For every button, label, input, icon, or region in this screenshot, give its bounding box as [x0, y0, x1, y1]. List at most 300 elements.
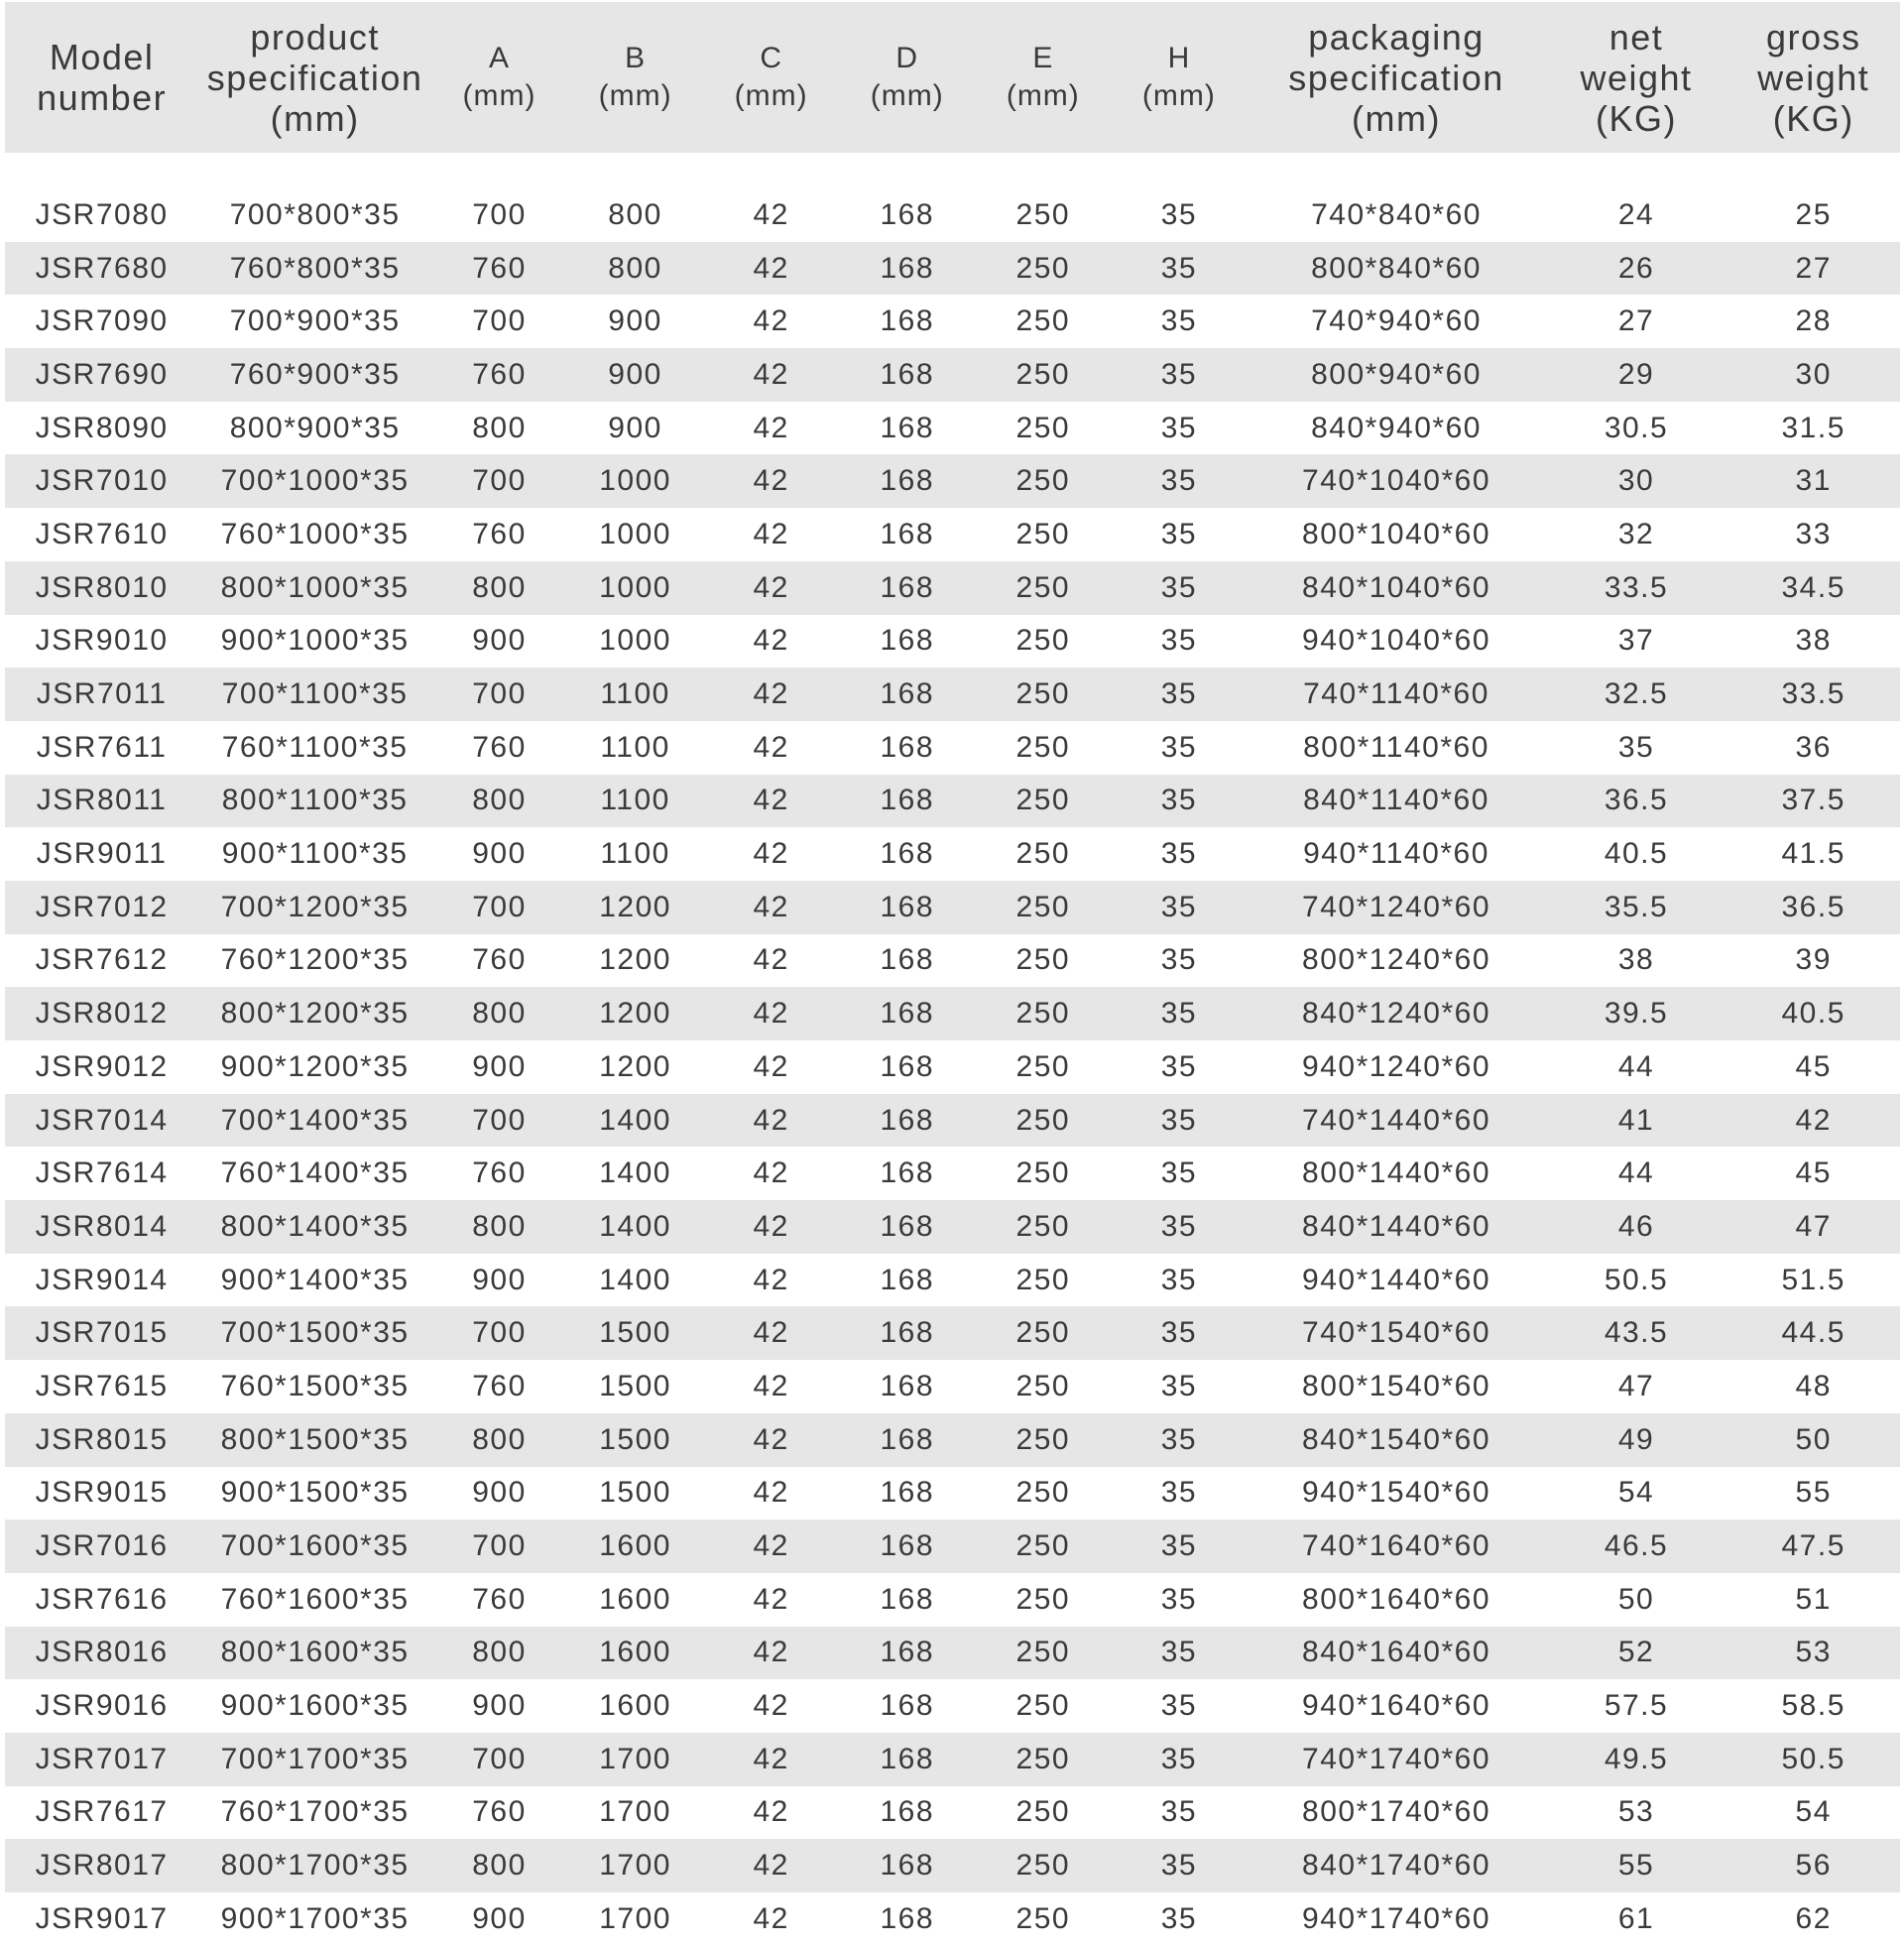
cell-e: 250 [975, 1679, 1111, 1733]
cell-b: 1100 [567, 827, 703, 881]
cell-product-specification: 700*900*35 [198, 295, 431, 348]
cell-product-specification: 700*1000*35 [198, 454, 431, 508]
cell-e: 250 [975, 454, 1111, 508]
cell-h: 35 [1111, 775, 1247, 828]
cell-c: 42 [703, 242, 839, 296]
cell-h: 35 [1111, 1147, 1247, 1200]
table-row [5, 348, 1900, 402]
cell-packaging-specification: 800*1740*60 [1247, 1786, 1545, 1840]
cell-gross-weight: 31 [1726, 454, 1900, 508]
cell-e: 250 [975, 1520, 1111, 1573]
table-row [5, 1094, 1900, 1148]
cell-h: 35 [1111, 508, 1247, 561]
cell-packaging-specification: 800*1040*60 [1247, 508, 1545, 561]
cell-a: 800 [431, 1627, 567, 1680]
cell-gross-weight: 41.5 [1726, 827, 1900, 881]
cell-gross-weight: 33 [1726, 508, 1900, 561]
cell-c: 42 [703, 827, 839, 881]
cell-a: 800 [431, 1413, 567, 1467]
cell-d: 168 [839, 402, 975, 455]
cell-c: 42 [703, 1200, 839, 1254]
cell-d: 168 [839, 1200, 975, 1254]
cell-d: 168 [839, 1413, 975, 1467]
cell-e: 250 [975, 508, 1111, 561]
cell-model-number: JSR9010 [5, 615, 198, 669]
cell-net-weight: 36.5 [1546, 775, 1727, 828]
cell-e: 250 [975, 1892, 1111, 1946]
cell-h: 35 [1111, 454, 1247, 508]
spacer-cell [5, 153, 1900, 188]
cell-gross-weight: 50 [1726, 1413, 1900, 1467]
cell-h: 35 [1111, 188, 1247, 242]
cell-c: 42 [703, 454, 839, 508]
cell-e: 250 [975, 1839, 1111, 1892]
header-line: H [1167, 42, 1191, 74]
cell-d: 168 [839, 188, 975, 242]
cell-packaging-specification: 740*1540*60 [1247, 1306, 1545, 1360]
cell-product-specification: 900*1100*35 [198, 827, 431, 881]
cell-net-weight: 54 [1546, 1467, 1727, 1520]
cell-a: 700 [431, 188, 567, 242]
cell-c: 42 [703, 987, 839, 1040]
table-row [5, 402, 1900, 455]
cell-e: 250 [975, 615, 1111, 669]
cell-packaging-specification: 940*1240*60 [1247, 1040, 1545, 1094]
cell-d: 168 [839, 775, 975, 828]
cell-h: 35 [1111, 1040, 1247, 1094]
cell-product-specification: 760*1600*35 [198, 1573, 431, 1627]
cell-packaging-specification: 940*1140*60 [1247, 827, 1545, 881]
cell-h: 35 [1111, 881, 1247, 934]
cell-packaging-specification: 740*1640*60 [1247, 1520, 1545, 1573]
cell-d: 168 [839, 615, 975, 669]
header-net-weight [1546, 2, 1727, 153]
cell-b: 1500 [567, 1360, 703, 1413]
cell-packaging-specification: 800*1440*60 [1247, 1147, 1545, 1200]
cell-c: 42 [703, 1467, 839, 1520]
cell-c: 42 [703, 615, 839, 669]
table-row [5, 1413, 1900, 1467]
cell-c: 42 [703, 1786, 839, 1840]
cell-c: 42 [703, 934, 839, 988]
cell-gross-weight: 42 [1726, 1094, 1900, 1148]
cell-gross-weight: 36 [1726, 721, 1900, 775]
cell-a: 800 [431, 1200, 567, 1254]
header-line: (mm) [870, 79, 944, 112]
cell-packaging-specification: 940*1440*60 [1247, 1254, 1545, 1307]
cell-model-number: JSR7615 [5, 1360, 198, 1413]
table-row [5, 561, 1900, 615]
cell-product-specification: 800*1100*35 [198, 775, 431, 828]
cell-packaging-specification: 940*1040*60 [1247, 615, 1545, 669]
cell-e: 250 [975, 1413, 1111, 1467]
cell-net-weight: 29 [1546, 348, 1727, 402]
cell-gross-weight: 33.5 [1726, 668, 1900, 721]
cell-gross-weight: 27 [1726, 242, 1900, 296]
cell-packaging-specification: 740*1440*60 [1247, 1094, 1545, 1148]
cell-h: 35 [1111, 295, 1247, 348]
cell-packaging-specification: 800*1140*60 [1247, 721, 1545, 775]
cell-gross-weight: 38 [1726, 615, 1900, 669]
cell-h: 35 [1111, 1094, 1247, 1148]
cell-packaging-specification: 840*940*60 [1247, 402, 1545, 455]
cell-model-number: JSR7015 [5, 1306, 198, 1360]
cell-gross-weight: 47 [1726, 1200, 1900, 1254]
header-line: packaging [1308, 16, 1485, 58]
cell-c: 42 [703, 402, 839, 455]
cell-gross-weight: 48 [1726, 1360, 1900, 1413]
header-a [431, 2, 567, 153]
cell-b: 1200 [567, 934, 703, 988]
cell-packaging-specification: 800*840*60 [1247, 242, 1545, 296]
cell-net-weight: 40.5 [1546, 827, 1727, 881]
cell-packaging-specification: 840*1640*60 [1247, 1627, 1545, 1680]
cell-e: 250 [975, 668, 1111, 721]
cell-h: 35 [1111, 1520, 1247, 1573]
cell-h: 35 [1111, 1839, 1247, 1892]
cell-model-number: JSR7016 [5, 1520, 198, 1573]
cell-model-number: JSR8010 [5, 561, 198, 615]
cell-b: 1200 [567, 881, 703, 934]
cell-b: 900 [567, 348, 703, 402]
cell-d: 168 [839, 1733, 975, 1786]
cell-h: 35 [1111, 1413, 1247, 1467]
cell-b: 1000 [567, 561, 703, 615]
header-line: D [895, 42, 919, 74]
cell-a: 760 [431, 1786, 567, 1840]
header-line: (KG) [1596, 97, 1678, 139]
cell-product-specification: 700*1200*35 [198, 881, 431, 934]
cell-e: 250 [975, 1147, 1111, 1200]
cell-product-specification: 760*1000*35 [198, 508, 431, 561]
cell-model-number: JSR8015 [5, 1413, 198, 1467]
cell-gross-weight: 45 [1726, 1040, 1900, 1094]
cell-packaging-specification: 840*1240*60 [1247, 987, 1545, 1040]
table-row [5, 615, 1900, 669]
table-row [5, 1360, 1900, 1413]
cell-b: 800 [567, 188, 703, 242]
cell-packaging-specification: 800*1240*60 [1247, 934, 1545, 988]
cell-a: 900 [431, 1040, 567, 1094]
cell-gross-weight: 40.5 [1726, 987, 1900, 1040]
cell-c: 42 [703, 508, 839, 561]
cell-b: 1400 [567, 1094, 703, 1148]
cell-b: 1700 [567, 1839, 703, 1892]
cell-packaging-specification: 740*1740*60 [1247, 1733, 1545, 1786]
cell-model-number: JSR7014 [5, 1094, 198, 1148]
table-row [5, 1627, 1900, 1680]
cell-net-weight: 53 [1546, 1786, 1727, 1840]
cell-d: 168 [839, 1839, 975, 1892]
cell-a: 800 [431, 561, 567, 615]
cell-d: 168 [839, 1254, 975, 1307]
cell-model-number: JSR9015 [5, 1467, 198, 1520]
cell-h: 35 [1111, 402, 1247, 455]
cell-a: 760 [431, 1360, 567, 1413]
cell-net-weight: 37 [1546, 615, 1727, 669]
cell-gross-weight: 47.5 [1726, 1520, 1900, 1573]
table-row [5, 1467, 1900, 1520]
cell-e: 250 [975, 1627, 1111, 1680]
cell-d: 168 [839, 934, 975, 988]
cell-d: 168 [839, 242, 975, 296]
cell-c: 42 [703, 1520, 839, 1573]
cell-c: 42 [703, 1839, 839, 1892]
header-line: Model [49, 37, 155, 77]
cell-h: 35 [1111, 1254, 1247, 1307]
cell-model-number: JSR8014 [5, 1200, 198, 1254]
cell-d: 168 [839, 295, 975, 348]
cell-product-specification: 760*1100*35 [198, 721, 431, 775]
table-row [5, 508, 1900, 561]
cell-c: 42 [703, 295, 839, 348]
cell-packaging-specification: 840*1140*60 [1247, 775, 1545, 828]
table-row [5, 775, 1900, 828]
cell-net-weight: 41 [1546, 1094, 1727, 1148]
header-packaging-specification [1247, 2, 1545, 153]
cell-product-specification: 800*1700*35 [198, 1839, 431, 1892]
cell-a: 800 [431, 402, 567, 455]
cell-a: 760 [431, 508, 567, 561]
header-line: number [37, 77, 168, 118]
cell-h: 35 [1111, 561, 1247, 615]
cell-d: 168 [839, 1679, 975, 1733]
cell-product-specification: 760*900*35 [198, 348, 431, 402]
header-row [5, 2, 1900, 153]
cell-model-number: JSR7611 [5, 721, 198, 775]
header-line: (mm) [598, 79, 672, 112]
cell-e: 250 [975, 721, 1111, 775]
cell-model-number: JSR7010 [5, 454, 198, 508]
cell-b: 1500 [567, 1413, 703, 1467]
cell-model-number: JSR7017 [5, 1733, 198, 1786]
cell-product-specification: 900*1400*35 [198, 1254, 431, 1307]
cell-model-number: JSR7612 [5, 934, 198, 988]
cell-b: 1100 [567, 721, 703, 775]
table-row [5, 1200, 1900, 1254]
cell-gross-weight: 36.5 [1726, 881, 1900, 934]
cell-c: 42 [703, 881, 839, 934]
cell-gross-weight: 51.5 [1726, 1254, 1900, 1307]
cell-product-specification: 760*1700*35 [198, 1786, 431, 1840]
cell-packaging-specification: 940*1640*60 [1247, 1679, 1545, 1733]
cell-product-specification: 800*1400*35 [198, 1200, 431, 1254]
cell-e: 250 [975, 242, 1111, 296]
table-row [5, 242, 1900, 296]
table-row [5, 1040, 1900, 1094]
cell-product-specification: 800*1200*35 [198, 987, 431, 1040]
table-row [5, 1520, 1900, 1573]
cell-model-number: JSR9017 [5, 1892, 198, 1946]
cell-a: 700 [431, 295, 567, 348]
cell-net-weight: 27 [1546, 295, 1727, 348]
cell-gross-weight: 25 [1726, 188, 1900, 242]
cell-packaging-specification: 740*1240*60 [1247, 881, 1545, 934]
cell-product-specification: 700*1100*35 [198, 668, 431, 721]
cell-h: 35 [1111, 348, 1247, 402]
cell-model-number: JSR9012 [5, 1040, 198, 1094]
header-product-specification [198, 2, 431, 153]
cell-model-number: JSR8016 [5, 1627, 198, 1680]
cell-packaging-specification: 940*1740*60 [1247, 1892, 1545, 1946]
cell-gross-weight: 58.5 [1726, 1679, 1900, 1733]
cell-e: 250 [975, 1786, 1111, 1840]
header-line: A [489, 42, 511, 74]
cell-model-number: JSR8012 [5, 987, 198, 1040]
cell-product-specification: 760*1500*35 [198, 1360, 431, 1413]
cell-model-number: JSR7011 [5, 668, 198, 721]
cell-e: 250 [975, 1254, 1111, 1307]
cell-net-weight: 47 [1546, 1360, 1727, 1413]
cell-a: 800 [431, 1839, 567, 1892]
cell-gross-weight: 50.5 [1726, 1733, 1900, 1786]
cell-c: 42 [703, 561, 839, 615]
cell-gross-weight: 30 [1726, 348, 1900, 402]
cell-h: 35 [1111, 1467, 1247, 1520]
cell-model-number: JSR7690 [5, 348, 198, 402]
cell-e: 250 [975, 934, 1111, 988]
cell-net-weight: 46 [1546, 1200, 1727, 1254]
cell-b: 800 [567, 242, 703, 296]
cell-product-specification: 700*1400*35 [198, 1094, 431, 1148]
cell-h: 35 [1111, 1892, 1247, 1946]
cell-a: 760 [431, 1147, 567, 1200]
cell-e: 250 [975, 1467, 1111, 1520]
cell-d: 168 [839, 454, 975, 508]
cell-c: 42 [703, 348, 839, 402]
cell-h: 35 [1111, 1573, 1247, 1627]
header-line: (mm) [1352, 97, 1441, 139]
cell-c: 42 [703, 1147, 839, 1200]
cell-gross-weight: 31.5 [1726, 402, 1900, 455]
cell-product-specification: 800*900*35 [198, 402, 431, 455]
cell-product-specification: 760*800*35 [198, 242, 431, 296]
cell-b: 1200 [567, 987, 703, 1040]
cell-model-number: JSR8011 [5, 775, 198, 828]
cell-net-weight: 24 [1546, 188, 1727, 242]
header-e [975, 2, 1111, 153]
cell-product-specification: 900*1600*35 [198, 1679, 431, 1733]
cell-a: 800 [431, 987, 567, 1040]
cell-b: 1600 [567, 1573, 703, 1627]
table-row [5, 1147, 1900, 1200]
cell-b: 1600 [567, 1679, 703, 1733]
cell-a: 700 [431, 668, 567, 721]
table-row [5, 188, 1900, 242]
cell-model-number: JSR9014 [5, 1254, 198, 1307]
table-row [5, 1733, 1900, 1786]
table-row [5, 721, 1900, 775]
cell-a: 900 [431, 615, 567, 669]
cell-net-weight: 44 [1546, 1040, 1727, 1094]
cell-a: 700 [431, 1094, 567, 1148]
cell-model-number: JSR7090 [5, 295, 198, 348]
cell-d: 168 [839, 1306, 975, 1360]
cell-net-weight: 49 [1546, 1413, 1727, 1467]
cell-b: 1700 [567, 1786, 703, 1840]
cell-d: 168 [839, 1627, 975, 1680]
header-line: specification [1288, 57, 1504, 98]
spec-table [5, 2, 1900, 1946]
cell-h: 35 [1111, 615, 1247, 669]
cell-b: 1700 [567, 1892, 703, 1946]
cell-product-specification: 700*1700*35 [198, 1733, 431, 1786]
cell-model-number: JSR7680 [5, 242, 198, 296]
cell-e: 250 [975, 1200, 1111, 1254]
cell-gross-weight: 28 [1726, 295, 1900, 348]
cell-d: 168 [839, 1467, 975, 1520]
cell-product-specification: 800*1000*35 [198, 561, 431, 615]
cell-product-specification: 800*1500*35 [198, 1413, 431, 1467]
table-row [5, 454, 1900, 508]
cell-e: 250 [975, 295, 1111, 348]
cell-e: 250 [975, 1306, 1111, 1360]
cell-packaging-specification: 800*940*60 [1247, 348, 1545, 402]
table-row [5, 827, 1900, 881]
header-line: specification [206, 57, 423, 98]
cell-e: 250 [975, 561, 1111, 615]
cell-net-weight: 46.5 [1546, 1520, 1727, 1573]
cell-model-number: JSR8017 [5, 1839, 198, 1892]
cell-a: 700 [431, 1520, 567, 1573]
cell-a: 800 [431, 775, 567, 828]
cell-e: 250 [975, 1040, 1111, 1094]
cell-d: 168 [839, 1094, 975, 1148]
header-line: net [1608, 16, 1664, 58]
cell-d: 168 [839, 827, 975, 881]
cell-c: 42 [703, 1733, 839, 1786]
cell-e: 250 [975, 881, 1111, 934]
cell-e: 250 [975, 1094, 1111, 1148]
table-row [5, 934, 1900, 988]
cell-net-weight: 32 [1546, 508, 1727, 561]
header-b [567, 2, 703, 153]
cell-product-specification: 760*1400*35 [198, 1147, 431, 1200]
header-h [1111, 2, 1247, 153]
cell-h: 35 [1111, 827, 1247, 881]
cell-a: 760 [431, 242, 567, 296]
cell-b: 1600 [567, 1520, 703, 1573]
cell-model-number: JSR7080 [5, 188, 198, 242]
cell-d: 168 [839, 668, 975, 721]
cell-d: 168 [839, 721, 975, 775]
cell-b: 1000 [567, 508, 703, 561]
table-row [5, 295, 1900, 348]
cell-b: 1000 [567, 454, 703, 508]
cell-e: 250 [975, 188, 1111, 242]
cell-net-weight: 61 [1546, 1892, 1727, 1946]
cell-model-number: JSR7610 [5, 508, 198, 561]
cell-gross-weight: 55 [1726, 1467, 1900, 1520]
cell-c: 42 [703, 1360, 839, 1413]
cell-packaging-specification: 940*1540*60 [1247, 1467, 1545, 1520]
cell-e: 250 [975, 1360, 1111, 1413]
table-row [5, 1254, 1900, 1307]
cell-a: 700 [431, 454, 567, 508]
cell-b: 1000 [567, 615, 703, 669]
cell-a: 900 [431, 1254, 567, 1307]
cell-b: 1400 [567, 1254, 703, 1307]
header-spacer [5, 153, 1900, 188]
cell-b: 1400 [567, 1147, 703, 1200]
cell-model-number: JSR7616 [5, 1573, 198, 1627]
cell-packaging-specification: 740*840*60 [1247, 188, 1545, 242]
cell-b: 1200 [567, 1040, 703, 1094]
cell-h: 35 [1111, 242, 1247, 296]
cell-net-weight: 38 [1546, 934, 1727, 988]
cell-product-specification: 760*1200*35 [198, 934, 431, 988]
cell-net-weight: 57.5 [1546, 1679, 1727, 1733]
